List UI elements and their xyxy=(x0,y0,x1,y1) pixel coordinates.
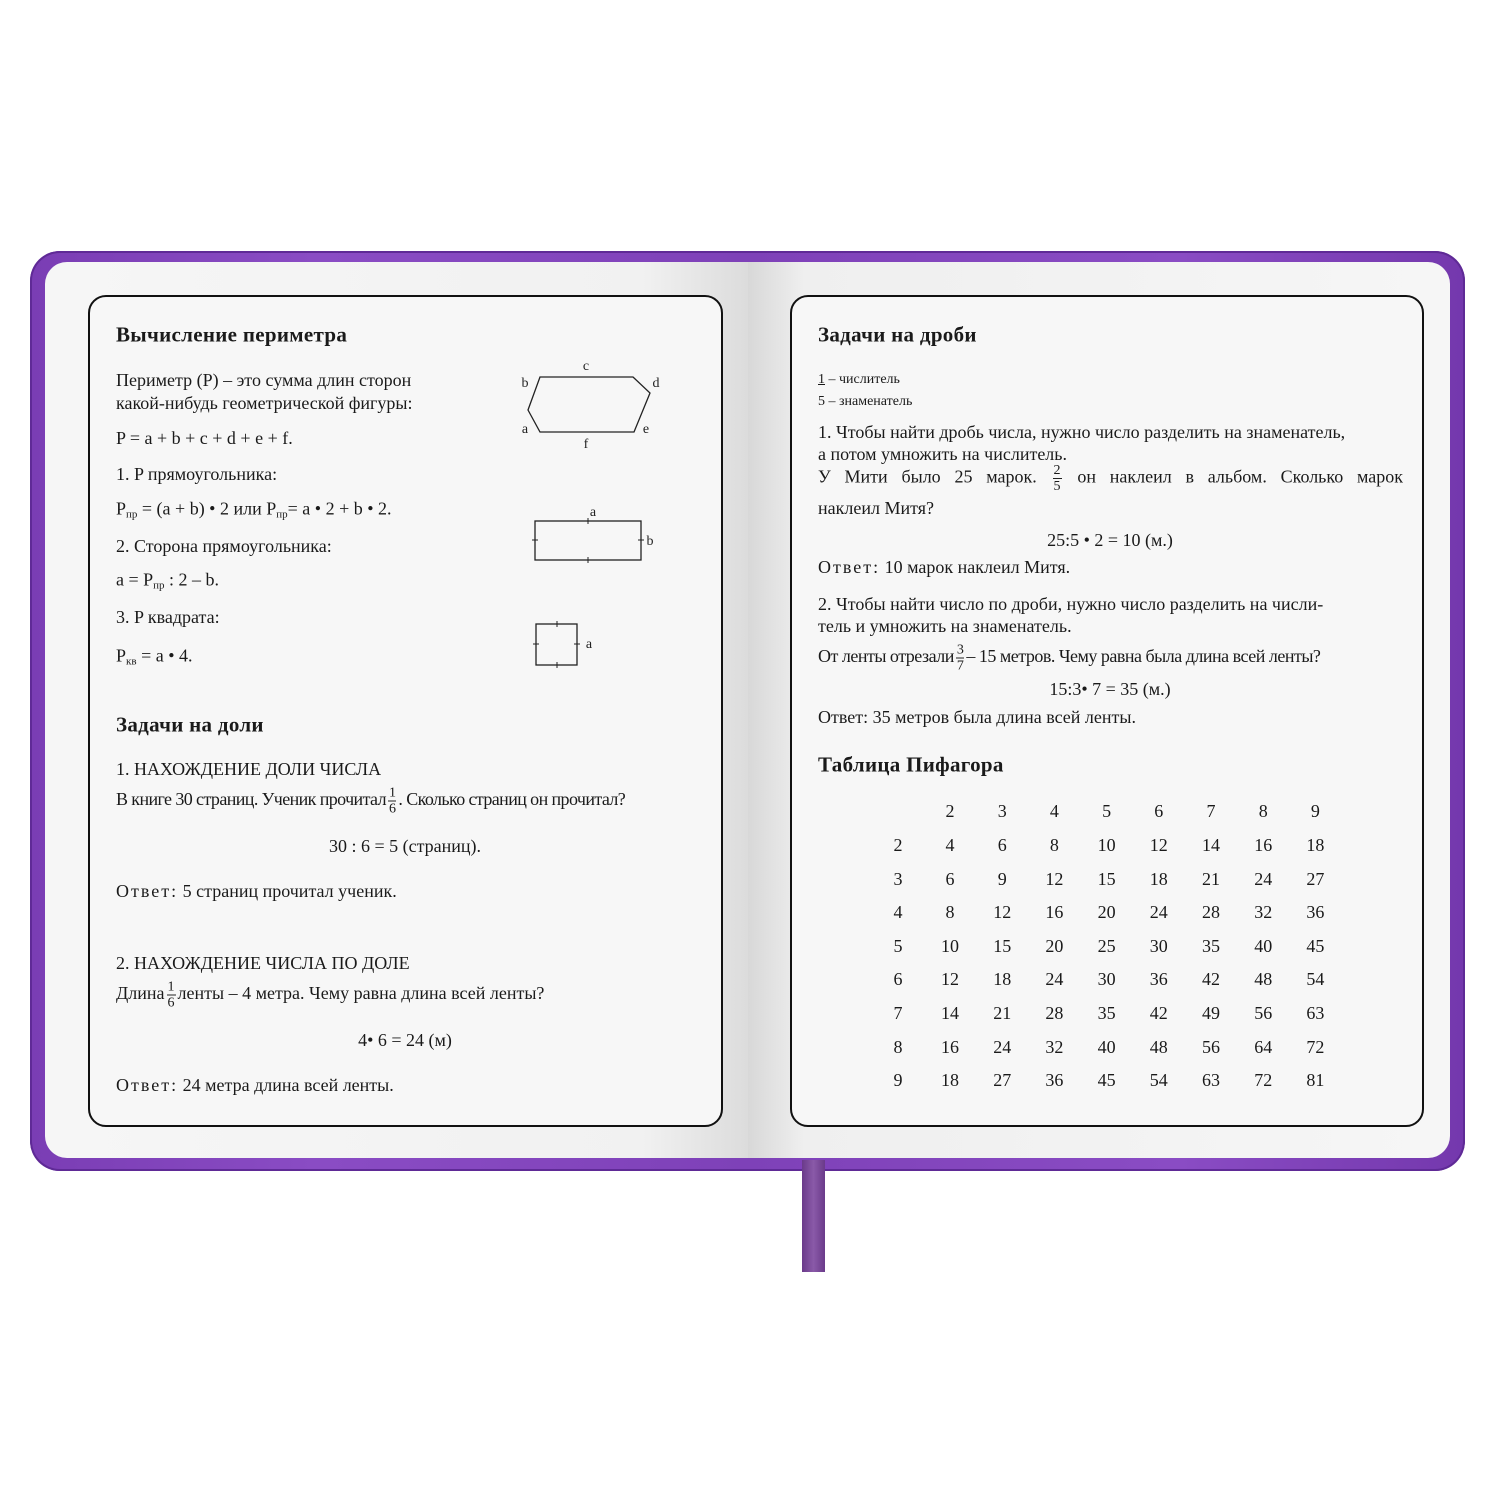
shares-task1-text xyxy=(116,786,625,817)
table-cell: 36 xyxy=(1306,902,1325,923)
table-cell: 6 xyxy=(945,868,955,889)
label-b: b xyxy=(646,534,654,549)
numerator-digit: 1 xyxy=(818,372,825,387)
answer-label: Ответ: xyxy=(116,881,179,901)
rectangle-diagram xyxy=(532,505,654,563)
table-cell: 40 xyxy=(1097,1036,1116,1057)
table-cell: 14 xyxy=(941,1003,959,1023)
table-cell: 40 xyxy=(1254,935,1273,956)
table-cell: 12 xyxy=(941,969,959,990)
table-cell: 24 xyxy=(1254,868,1273,889)
table-cell: 8 xyxy=(945,902,955,923)
fraction xyxy=(956,643,965,674)
numerator: 1 xyxy=(388,785,396,801)
answer-label: Ответ: xyxy=(818,557,881,577)
shares-task2-solution: 4• 6 = 24 (м) xyxy=(358,1030,452,1050)
numerator: 3 xyxy=(956,642,964,658)
table-cell: 28 xyxy=(1045,1003,1064,1023)
table-cell: 10 xyxy=(1097,835,1116,855)
table-cell: 16 xyxy=(941,1036,959,1057)
row-header: 5 xyxy=(893,935,903,956)
answer-label: Ответ: xyxy=(116,1075,179,1095)
table-cell: 20 xyxy=(1097,902,1116,923)
fraction xyxy=(1053,463,1062,494)
table-cell: 12 xyxy=(1045,868,1064,889)
formula-part: = (a + b) • 2 или P xyxy=(137,498,277,519)
table-cell: 49 xyxy=(1202,1003,1220,1023)
perimeter-definition-line2: какой-нибудь геометрической фигуры: xyxy=(116,393,413,413)
fractions-task1-solution: 25:5 • 2 = 10 (м.) xyxy=(1047,530,1173,550)
table-cell: 27 xyxy=(1306,868,1325,889)
table-cell: 15 xyxy=(993,935,1012,956)
numerator: 1 xyxy=(167,979,175,995)
fractions-task1-answer xyxy=(818,558,1070,576)
row-header: 3 xyxy=(893,868,903,889)
rule2-line2: тель и умножить на знаменатель. xyxy=(818,616,1072,636)
label-b: b xyxy=(521,376,529,391)
column-header: 5 xyxy=(1102,801,1112,821)
table-cell: 15 xyxy=(1097,868,1116,889)
fraction xyxy=(167,980,176,1011)
table-cell: 42 xyxy=(1202,969,1220,990)
square-diagram xyxy=(533,621,593,668)
table-cell: 72 xyxy=(1254,1070,1273,1091)
square-heading: 3. P квадрата: xyxy=(116,607,220,627)
numerator-label: – числитель xyxy=(825,372,900,387)
denominator: 6 xyxy=(167,995,175,1011)
table-cell: 48 xyxy=(1254,969,1273,990)
table-cell: 20 xyxy=(1045,935,1064,956)
denominator-digit: 5 xyxy=(818,394,825,409)
formula-part: P xyxy=(116,645,127,666)
text-part: От ленты отрезали xyxy=(818,646,954,667)
row-header: 6 xyxy=(893,969,903,990)
text-part: – 15 метров. Чему равна была длина всей ленты? xyxy=(966,646,1321,667)
table-cell: 18 xyxy=(1306,835,1325,855)
column-header: 4 xyxy=(1049,801,1059,821)
answer-text: 5 страниц прочитал ученик. xyxy=(178,881,397,901)
table-cell: 4 xyxy=(945,835,955,855)
label-a: a xyxy=(521,422,529,437)
table-cell: 54 xyxy=(1149,1070,1168,1091)
denominator: 5 xyxy=(1053,479,1061,494)
numerator-legend xyxy=(818,373,900,387)
column-header: 9 xyxy=(1310,801,1320,821)
table-cell: 81 xyxy=(1306,1070,1325,1091)
rule2-line1: 2. Чтобы найти число по дроби, нужно число разделить на числи- xyxy=(818,594,1324,614)
formula-part: : 2 – b. xyxy=(164,569,220,590)
label-e: e xyxy=(642,422,650,437)
fractions-task2-solution: 15:3• 7 = 35 (м.) xyxy=(1049,679,1171,699)
table-cell: 28 xyxy=(1202,902,1220,923)
shares-task2-heading: 2. НАХОЖДЕНИЕ ЧИСЛА ПО ДОЛЕ xyxy=(116,953,410,973)
rectangle-side-heading: 2. Сторона прямоугольника: xyxy=(116,536,332,556)
table-cell: 63 xyxy=(1306,1003,1325,1023)
row-header: 8 xyxy=(893,1036,903,1057)
table-cell: 21 xyxy=(993,1003,1012,1023)
table-cell: 45 xyxy=(1097,1070,1116,1091)
table-cell: 12 xyxy=(1149,835,1168,855)
table-cell: 14 xyxy=(1202,835,1220,855)
formula-part: = a • 2 + b • 2. xyxy=(287,498,392,519)
table-cell: 56 xyxy=(1254,1003,1273,1023)
rule1-line1: 1. Чтобы найти дробь числа, нужно число разделить на знаменатель, xyxy=(818,422,1346,442)
label-f: f xyxy=(583,437,589,452)
text-part: У Мити было 25 марок. xyxy=(818,466,1037,487)
column-header: 7 xyxy=(1206,801,1216,821)
table-cell: 30 xyxy=(1149,935,1168,956)
pythagoras-title: Таблица Пифагора xyxy=(818,752,1004,777)
fractions-task2-answer: Ответ: 35 метров была длина всей ленты. xyxy=(818,707,1136,727)
perimeter-formula: P = a + b + c + d + e + f. xyxy=(116,428,293,448)
table-cell: 18 xyxy=(941,1070,959,1091)
table-cell: 18 xyxy=(993,969,1012,990)
table-cell: 16 xyxy=(1045,902,1064,923)
table-cell: 35 xyxy=(1097,1003,1116,1023)
subscript: пр xyxy=(153,579,165,592)
row-header: 2 xyxy=(893,835,903,855)
rule1-line2: а потом умножить на числитель. xyxy=(818,444,1068,464)
table-cell: 21 xyxy=(1202,868,1220,889)
subscript: пр xyxy=(126,508,138,521)
table-cell: 24 xyxy=(1045,969,1064,990)
table-cell: 72 xyxy=(1306,1036,1325,1057)
label-d: d xyxy=(652,376,660,391)
shares-task2-answer xyxy=(116,1076,394,1094)
formula-part: a = P xyxy=(116,569,154,590)
table-cell: 12 xyxy=(993,902,1012,923)
table-cell: 25 xyxy=(1097,935,1116,956)
table-cell: 6 xyxy=(997,835,1007,855)
table-cell: 36 xyxy=(1045,1070,1064,1091)
fractions-task1-text xyxy=(818,463,1403,494)
perimeter-title: Вычисление периметра xyxy=(116,322,348,347)
shares-task1-answer xyxy=(116,882,397,900)
text-part: он наклеил в альбом. Сколько марок xyxy=(1077,466,1404,487)
table-cell: 64 xyxy=(1254,1036,1273,1057)
table-cell: 42 xyxy=(1149,1003,1168,1023)
label-c: c xyxy=(582,359,590,374)
text-part: ленты – 4 метра. Чему равна длина всей ленты? xyxy=(177,983,545,1004)
text-part: . Сколько страниц он прочитал? xyxy=(398,789,626,810)
hexagon-diagram xyxy=(522,359,660,452)
table-cell: 27 xyxy=(993,1070,1012,1091)
rectangle-heading: 1. P прямоугольника: xyxy=(116,464,278,484)
column-header: 6 xyxy=(1154,801,1164,821)
formula-part: P xyxy=(116,498,127,519)
numerator: 2 xyxy=(1053,463,1061,478)
denominator: 7 xyxy=(956,658,964,674)
column-header: 2 xyxy=(945,801,955,821)
shares-task1-heading: 1. НАХОЖДЕНИЕ ДОЛИ ЧИСЛА xyxy=(116,759,382,779)
table-cell: 32 xyxy=(1045,1036,1064,1057)
table-cell: 48 xyxy=(1149,1036,1168,1057)
column-header: 3 xyxy=(997,801,1007,821)
table-cell: 8 xyxy=(1049,835,1059,855)
table-cell: 18 xyxy=(1149,868,1168,889)
subscript: пр xyxy=(276,508,288,521)
shares-title: Задачи на доли xyxy=(116,712,264,737)
fraction xyxy=(388,786,396,817)
row-header: 7 xyxy=(893,1003,903,1023)
answer-text: 10 марок наклеил Митя. xyxy=(880,557,1071,577)
table-cell: 35 xyxy=(1202,935,1220,956)
fractions-title: Задачи на дроби xyxy=(818,322,977,347)
fractions-task2-text xyxy=(818,643,1320,674)
table-cell: 24 xyxy=(993,1036,1012,1057)
denominator: 6 xyxy=(388,801,396,817)
shares-task1-solution: 30 : 6 = 5 (страниц). xyxy=(328,836,482,856)
fractions-task1-line2: наклеил Митя? xyxy=(818,498,934,518)
table-cell: 63 xyxy=(1202,1070,1220,1091)
table-cell: 24 xyxy=(1149,902,1168,923)
table-cell: 30 xyxy=(1097,969,1116,990)
formula-part: = a • 4. xyxy=(136,645,193,666)
table-cell: 54 xyxy=(1306,969,1325,990)
row-header: 4 xyxy=(893,902,903,923)
label-a: a xyxy=(589,505,597,520)
denominator-label: – знаменатель xyxy=(825,394,913,409)
subscript: кв xyxy=(126,655,137,668)
table-cell: 32 xyxy=(1254,902,1273,923)
table-cell: 10 xyxy=(941,935,959,956)
denominator-legend xyxy=(818,395,912,409)
text-part: В книге 30 страниц. Ученик прочитал xyxy=(116,789,386,810)
row-header: 9 xyxy=(893,1070,903,1091)
answer-text: 24 метра длина всей ленты. xyxy=(178,1075,394,1095)
table-cell: 56 xyxy=(1202,1036,1220,1057)
table-cell: 36 xyxy=(1149,969,1168,990)
label-a: a xyxy=(585,637,593,652)
column-header: 8 xyxy=(1258,801,1268,821)
text-part: Длина xyxy=(116,983,165,1004)
table-cell: 16 xyxy=(1254,835,1273,855)
perimeter-definition-line1: Периметр (Р) – это сумма длин сторон xyxy=(116,370,412,390)
table-cell: 9 xyxy=(997,868,1007,889)
shares-task2-text xyxy=(116,980,544,1011)
table-cell: 45 xyxy=(1306,935,1325,956)
